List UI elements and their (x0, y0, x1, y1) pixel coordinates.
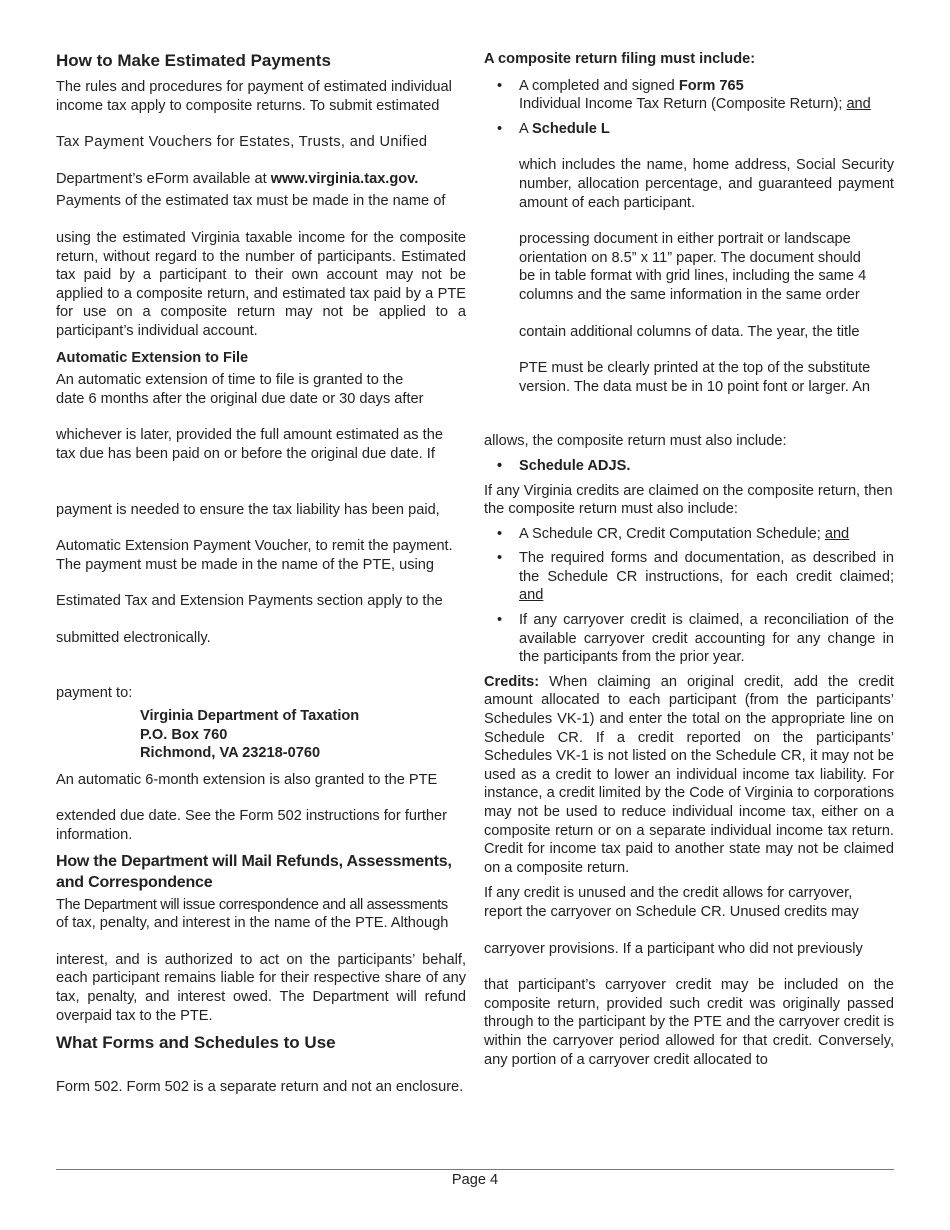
paragraph-line: allows, the composite return must also include: (484, 433, 787, 450)
credits-paragraph: Credits: When claiming an original credit, add the credit amount allocated to each participant (from the participants’ Schedules VK-1) and enter the total on the appropriate line on Schedule CR. If a credit reported on the participants’ Schedules VK-1 is not listed on the Schedule CR, it may not be used as a credit to lower an individual income tax liability. For instance, a credit limited by the Code of Virginia to corporations may not be used to reduce individual income tax, either on a composite return or on a separate individual income tax return. Credit for income tax paid to another state may not be claimed on a composite return. (484, 673, 894, 876)
right-column (484, 50, 894, 1069)
paragraph-line: columns and the same information in the same order (519, 286, 860, 303)
list-item: • A completed and signed Form 765 Individual Income Tax Return (Composite Return); and (497, 77, 871, 113)
paragraph-line: An automatic extension of time to file is granted to the (56, 372, 404, 389)
paragraph-line: If any credit is unused and the credit allows for carryover, (484, 885, 853, 902)
bullet-icon: • (497, 120, 503, 137)
paragraph-line: version. The data must be in 10 point font or larger. An (519, 378, 871, 395)
paragraph-line: tax due has been paid on or before the original due date. If (56, 445, 435, 462)
paragraph-line: The Department will issue correspondence and all assessments (56, 896, 448, 913)
paragraph-line: processing document in either portrait or landscape (519, 231, 851, 248)
list-item: • The required forms and documentation, as described in the Schedule CR instructions, for each credit claimed; and (497, 550, 894, 604)
paragraph-line: Tax Payment Vouchers for Estates, Trusts, and Unified (56, 134, 428, 151)
carryover-paragraph: that participant’s carryover credit may be included on the composite return, provided such credit was originally passed through to the participant by the PTE and the carryover credit is within the carryover period allowed for that credit. Conversely, any portion of a carryover credit allocated to (484, 977, 894, 1068)
paragraph-line: of tax, penalty, and interest in the name of the PTE. Although (56, 915, 449, 932)
bullet-icon: • (497, 77, 503, 94)
bullet-icon: • (497, 550, 503, 567)
paragraph-line: Payments of the estimated tax must be made in the name of (56, 193, 446, 210)
paragraph-line: carryover provisions. If a participant who did not previously (484, 940, 863, 957)
paragraph-line: payment to: (56, 685, 133, 702)
footer-divider (56, 1169, 894, 1170)
list-item: • A Schedule CR, Credit Computation Schedule; and (497, 525, 850, 542)
paragraph-line: report the carryover on Schedule CR. Unused credits may (484, 903, 859, 920)
credits-intro: If any Virginia credits are claimed on the composite return, then the composite return must also include: (484, 482, 893, 518)
bullet-icon: • (497, 457, 503, 474)
refund-paragraph: interest, and is authorized to act on the participants’ behalf, each participant remains liable for their respective share of any tax, penalty, and interest owed. The Department will refund overpaid tax to the PTE. (56, 951, 466, 1024)
mailing-address (56, 707, 466, 763)
paragraph-line: The rules and procedures for payment of estimated individual (56, 79, 452, 95)
heading-estimated-payments: How to Make Estimated Payments (56, 51, 331, 70)
estimated-payment-paragraph: using the estimated Virginia taxable income for the composite return, without regard to the number of participants. Estimated tax paid by a participant to their own account may not be applied to a composite return, and estimated tax paid by a PTE for use on a composite return may not be applied to a participant’s individual account. (56, 229, 466, 339)
list-item: • Schedule ADJS. (497, 457, 631, 474)
address-line: Virginia Department of Taxation (140, 708, 360, 725)
paragraph-line: Estimated Tax and Extension Payments section apply to the (56, 593, 443, 610)
paragraph-line: Form 502. Form 502 is a separate return and not an enclosure. (56, 1079, 464, 1096)
paragraph-line: Department’s eForm available at www.virginia.tax.gov. (56, 170, 419, 187)
paragraph-line: date 6 months after the original due date or 30 days after (56, 390, 424, 407)
list-item: • A Schedule L which includes the name, home address, Social Security number, allocation percentage, and guaranteed payment amount of each participant. processing document in either portrait or landscape orientation on 8.5” x 11” paper. The document should be in table format with grid lines, including the same 4 columns and the same information in the same order contain additional columns of data. The year, the title PTE must be clearly printed at the top of the substitute version. The data must be in 10 point font or larger. An (497, 120, 894, 395)
page-number: Page 4 (451, 1172, 499, 1188)
paragraph-line: The payment must be made in the name of the PTE, using (56, 556, 435, 573)
paragraph-line: contain additional columns of data. The year, the title (519, 323, 860, 340)
bullet-icon: • (497, 525, 503, 542)
heading-automatic-extension: Automatic Extension to File (56, 349, 249, 366)
paragraph-line: payment is needed to ensure the tax liability has been paid, (56, 501, 440, 518)
heading-composite-return: A composite return filing must include: (484, 51, 756, 67)
paragraph-line: PTE must be clearly printed at the top of the substitute (519, 360, 871, 377)
address-line: P.O. Box 760 (140, 726, 228, 743)
bullet-icon: • (497, 612, 503, 629)
heading-mail-refunds: How the Department will Mail Refunds, Assessments, and Correspondence (56, 852, 452, 891)
left-column (56, 50, 466, 1097)
website-link[interactable]: www.virginia.tax.gov. (270, 170, 419, 187)
paragraph-line: extended due date. See the Form 502 instructions for further (56, 808, 448, 825)
paragraph-line: income tax apply to composite returns. To submit estimated (56, 97, 440, 114)
list-item: • If any carryover credit is claimed, a reconciliation of the available carryover credit accounting for any change in the participants from the prior year. (497, 612, 894, 666)
schedule-l-description: which includes the name, home address, Social Security number, allocation percentage, and guaranteed payment amount of each participant. (519, 157, 894, 211)
paragraph-line: An automatic 6-month extension is also granted to the PTE (56, 771, 438, 788)
paragraph-line: whichever is later, provided the full amount estimated as the (56, 427, 443, 444)
address-line: Richmond, VA 23218-0760 (140, 745, 321, 762)
paragraph-line: submitted electronically. (56, 629, 211, 646)
paragraph-line: be in table format with grid lines, including the same 4 (519, 268, 867, 285)
paragraph-line: Automatic Extension Payment Voucher, to remit the payment. (56, 538, 453, 555)
paragraph-line: information. (56, 827, 133, 844)
heading-forms-schedules: What Forms and Schedules to Use (56, 1033, 336, 1053)
paragraph-line: orientation on 8.5” x 11” paper. The document should (519, 249, 861, 266)
